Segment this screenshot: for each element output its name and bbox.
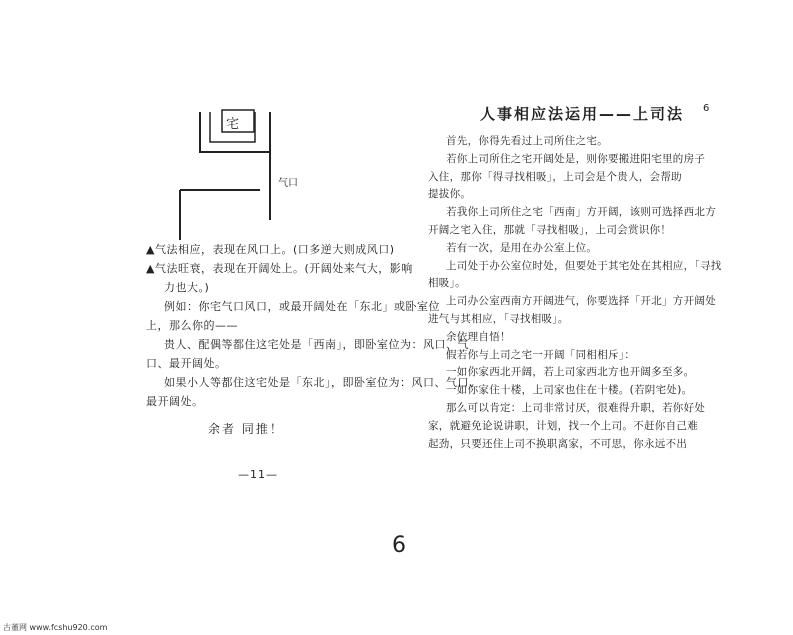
text-line: 例如：你宅气口风口，或最开阔处在「东北」或卧室位: [164, 300, 440, 313]
text-line: 上司处于办公室位时处，但要处于其宅处在其相应，「寻找: [446, 259, 722, 272]
text-line: 一如你家西北开阔，若上司家西北方也开阔多至多。: [446, 366, 695, 379]
text-line: 假若你与上司之宅一开阔「同相相斥」：: [446, 348, 636, 361]
house-label: 宅: [226, 117, 240, 132]
text-line: 上司办公室西南方开阔进气，你要选择「开北」方开阔处: [446, 295, 716, 308]
house-diagram-svg: [160, 100, 320, 240]
center-page-number: 6: [392, 533, 406, 558]
text-line: 如果小人等都住这宅处是「东北」，即卧室位为：风口、气口、: [164, 376, 481, 389]
text-line: 首先，你得先看过上司所住之宅。: [446, 135, 608, 147]
left-page-sign: 余者 同推！: [208, 422, 284, 436]
text-line: 贵人、配偶等都住这宅处是「西南」，即卧室位为：风口、气: [164, 338, 469, 351]
text-line: 上，那么你的——: [146, 319, 238, 332]
text-line: 余依理自悟！: [446, 330, 511, 343]
text-line: 若我你上司所住之宅「西南」方开阔，该则可选择西北方: [446, 206, 716, 219]
text-line: ▲气法相应，表现在风口上。(口多逆大则成风口): [146, 243, 395, 256]
text-line: 力也大。): [164, 281, 210, 294]
left-page-number: —11—: [238, 468, 278, 481]
text-line: 进气与其相应，「寻找相吸」。: [428, 312, 569, 325]
text-line: 若有一次，是用在办公室上位。: [446, 241, 598, 254]
right-corner-number: 6: [703, 103, 710, 114]
text-line: 提拔你。: [428, 188, 472, 201]
text-line: 开阔之宅入住，那就「寻找相吸」，上司会赏识你！: [428, 223, 672, 236]
text-line: 最开阔处。: [146, 395, 204, 408]
qi-entrance-label: 气口: [278, 178, 298, 189]
text-line: 相吸」。: [428, 277, 466, 290]
text-line: 若你上司所住之宅开阔处是，则你要搬进阳宅里的房子: [446, 152, 706, 165]
text-line: 家，就避免论说讲职，计划，找一个上司。不赶你自己难: [428, 419, 698, 432]
right-page-body: [428, 133, 728, 453]
house-diagram: [160, 100, 320, 240]
text-line: 起劲，只要还住上司不换职离家，不可思，你永远不出: [428, 437, 688, 450]
text-line: ▲气法旺衰，表现在开阔处上。(开阔处来气大，影响: [146, 262, 413, 275]
text-line: 那么可以肯定：上司非常讨厌，很难得升职，若你好处: [446, 401, 706, 414]
footer-watermark: 古董网 www.fcshu920.com: [3, 623, 108, 632]
text-line: 一如你家住十楼，上司家也住在十楼。(若阴宅处)。: [446, 384, 693, 397]
right-page-title: 人事相应法运用——上司法: [480, 105, 685, 123]
text-line: 口、最开阔处。: [146, 357, 227, 370]
text-line: 入住，那你「得寻找相吸」，上司会是个贵人，会帮助: [428, 170, 682, 183]
